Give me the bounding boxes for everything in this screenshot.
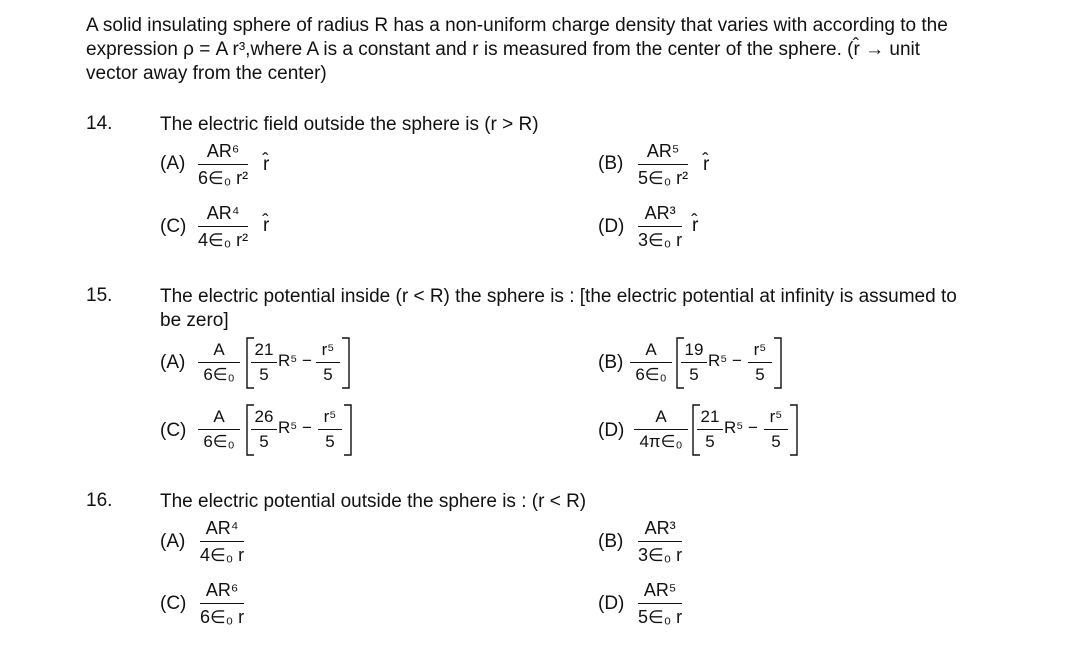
fraction-bar [748,362,772,363]
fraction-bar [316,362,340,363]
fraction-numerator: A [213,407,225,426]
fraction-denominator: 6∈₀ r² [198,168,249,188]
fraction-numerator: AR⁴ [205,518,239,538]
fraction-bar [634,429,688,430]
fraction-bar [198,429,240,430]
q14-option-b-label[interactable]: (B) [598,153,624,174]
q14-option-c-label[interactable]: (C) [160,216,187,237]
coefficient-fraction [251,407,277,452]
fraction-denominator: 6∈₀ [203,365,235,384]
fraction-numerator: A [645,340,657,359]
q15-option-d-prefactor [634,407,688,452]
fraction-bar [251,429,277,430]
q14-option-d-fraction [638,202,682,251]
fraction-numerator: 21 [700,407,720,426]
fraction-bar [638,164,688,165]
q16-option-a-fraction [200,517,244,566]
fraction-numerator: AR⁶ [205,580,239,600]
fraction-denominator: 5 [259,432,269,451]
fraction-denominator: 6∈₀ [203,432,235,451]
q14-option-c-fraction [198,202,248,251]
right-bracket [340,336,352,390]
fraction-denominator: 6∈₀ r [200,607,245,627]
fraction-denominator: 5 [755,365,765,384]
coefficient-fraction [251,340,277,385]
fraction-numerator: 19 [684,340,704,359]
r5-fraction [316,340,340,385]
r5-minus: R⁵ − [724,418,758,437]
fraction-bar [198,164,248,165]
fraction-numerator: r⁵ [323,407,337,426]
r5-minus: R⁵ − [278,418,312,437]
q14-option-a-fraction [198,140,248,189]
fraction-numerator: 26 [254,407,274,426]
unit-vector: r̂ [263,215,270,236]
unit-vector: r̂ [703,154,710,175]
fraction-numerator: AR³ [644,518,676,538]
r5-fraction [764,407,788,452]
q15-option-c-label[interactable]: (C) [160,420,187,441]
coefficient-fraction [681,340,707,385]
question-15-text [160,285,1040,333]
fraction-numerator: 21 [254,340,274,359]
intro-line-3: vector away from the center) [86,63,327,84]
question-14-text: The electric field outside the sphere is (r > R) [160,114,539,135]
q15-option-a-prefactor [198,340,240,385]
fraction-bar [200,603,244,604]
fraction-denominator: 5 [689,365,699,384]
q15-option-d-label[interactable]: (D) [598,420,625,441]
fraction-numerator: AR⁴ [206,203,240,223]
fraction-numerator: AR⁵ [646,141,680,161]
fraction-bar [638,226,682,227]
fraction-denominator: 3∈₀ r [638,545,683,565]
q14-option-a-label[interactable]: (A) [160,153,186,174]
r5-minus: R⁵ − [278,351,312,370]
q15-option-b-label[interactable]: (B) [598,352,624,373]
fraction-denominator: 6∈₀ [635,365,667,384]
problem-statement [86,14,1046,86]
q16-option-d-label[interactable]: (D) [598,593,625,614]
fraction-numerator: AR⁶ [206,141,240,161]
fraction-numerator: A [655,407,667,426]
coefficient-fraction [697,407,723,452]
fraction-bar [251,362,277,363]
fraction-numerator: r⁵ [769,407,783,426]
r5-fraction [748,340,772,385]
question-16-text: The electric potential outside the sphere is : (r < R) [160,491,587,512]
fraction-bar [200,541,244,542]
fraction-bar [630,362,672,363]
q15-option-c-prefactor [198,407,240,452]
unit-vector: r̂ [692,215,699,236]
q16-option-c-fraction [200,579,244,628]
fraction-bar [681,362,707,363]
fraction-denominator: 5 [705,432,715,451]
question-15-text-line-1: The electric potential inside (r < R) the sphere is : [the electric potential at infinity is assumed to [160,286,957,307]
q16-option-b-label[interactable]: (B) [598,531,624,552]
q16-option-c-label[interactable]: (C) [160,593,187,614]
r5-minus: R⁵ − [708,351,742,370]
unit-vector: r̂ [263,154,270,175]
fraction-numerator: A [213,340,225,359]
q16-option-a-label[interactable]: (A) [160,531,186,552]
fraction-bar [764,429,788,430]
fraction-bar [638,603,682,604]
fraction-denominator: 5∈₀ r² [638,168,689,188]
fraction-numerator: r⁵ [321,340,335,359]
question-15-number: 15. [86,285,113,306]
q16-option-b-fraction [638,517,682,566]
q16-option-d-fraction [638,579,682,628]
right-bracket [772,336,784,390]
q15-option-b-prefactor [630,340,672,385]
question-14-number: 14. [86,113,113,134]
right-bracket [788,403,800,457]
question-16-number: 16. [86,490,113,511]
q15-option-a-label[interactable]: (A) [160,352,186,373]
fraction-denominator: 5∈₀ r [638,607,683,627]
right-bracket [342,403,354,457]
fraction-denominator: 3∈₀ r [638,230,683,250]
fraction-denominator: 4π∈₀ [639,432,683,451]
fraction-numerator: r⁵ [753,340,767,359]
fraction-denominator: 4∈₀ r² [198,230,249,250]
fraction-denominator: 5 [323,365,333,384]
fraction-bar [198,226,248,227]
fraction-denominator: 5 [259,365,269,384]
question-15-text-line-2: be zero] [160,310,229,331]
q14-option-d-label[interactable]: (D) [598,216,625,237]
fraction-bar [697,429,723,430]
q14-option-b-fraction [638,140,688,189]
fraction-numerator: AR³ [644,203,676,223]
intro-line-1: A solid insulating sphere of radius R has a non-uniform charge density that varies with according to the [86,15,948,36]
intro-line-2: expression ρ = A r³,where A is a constant and r is measured from the center of the sphere. (r̂ → unit [86,39,921,60]
fraction-bar [318,429,342,430]
fraction-denominator: 5 [771,432,781,451]
fraction-bar [638,541,682,542]
fraction-denominator: 5 [325,432,335,451]
fraction-denominator: 4∈₀ r [200,545,245,565]
r5-fraction [318,407,342,452]
fraction-bar [198,362,240,363]
fraction-numerator: AR⁵ [643,580,677,600]
